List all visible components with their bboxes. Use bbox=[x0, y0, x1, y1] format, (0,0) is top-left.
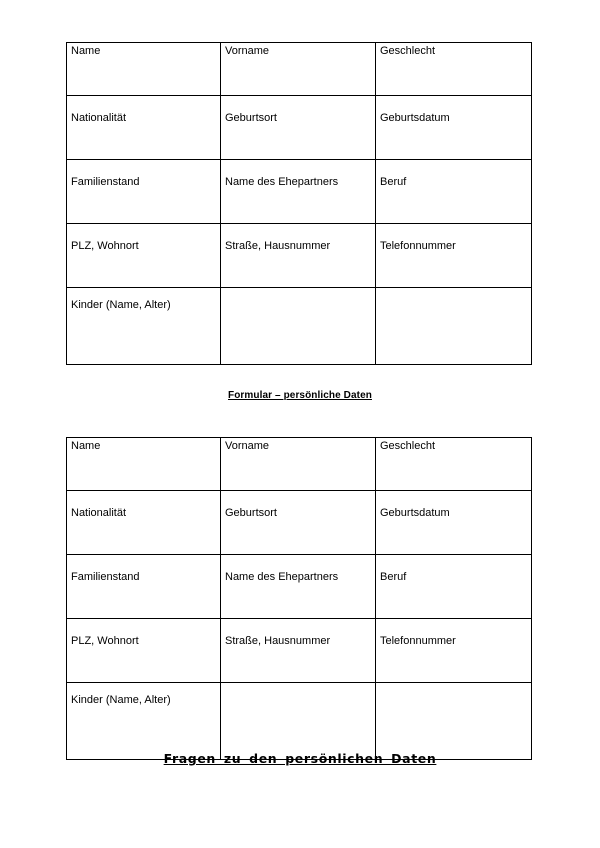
field-label bbox=[221, 288, 375, 299]
field-label: Straße, Hausnummer bbox=[225, 240, 331, 252]
form-row-children bbox=[67, 288, 532, 365]
field-label: Name des Ehepartners bbox=[225, 571, 339, 583]
form-row-address bbox=[67, 224, 532, 288]
field-label: Telefonnummer bbox=[380, 240, 456, 252]
field-label: Vorname bbox=[225, 45, 270, 57]
field-nationality[interactable] bbox=[67, 96, 221, 160]
field-birthdate[interactable] bbox=[376, 491, 532, 555]
field-empty-cell[interactable] bbox=[221, 683, 376, 760]
field-first-name[interactable] bbox=[221, 438, 376, 491]
form-row-name bbox=[67, 43, 532, 96]
form-caption: Formular – persönliche Daten bbox=[228, 390, 372, 401]
field-birthdate[interactable] bbox=[376, 96, 532, 160]
field-label: Beruf bbox=[380, 176, 407, 188]
field-label: Straße, Hausnummer bbox=[225, 635, 331, 647]
field-children[interactable] bbox=[67, 683, 221, 760]
questions-caption: Fragen zu den persönlichen Daten bbox=[163, 751, 437, 766]
field-label bbox=[221, 683, 375, 694]
personal-data-form-table bbox=[66, 42, 532, 365]
field-label: Name bbox=[71, 45, 101, 57]
field-label: Kinder (Name, Alter) bbox=[71, 299, 171, 311]
form-row-address bbox=[67, 619, 532, 683]
form-row-marital bbox=[67, 555, 532, 619]
field-phone[interactable] bbox=[376, 224, 532, 288]
field-first-name[interactable] bbox=[221, 43, 376, 96]
field-marital-status[interactable] bbox=[67, 160, 221, 224]
form-row-marital bbox=[67, 160, 532, 224]
field-name[interactable] bbox=[67, 438, 221, 491]
field-birthplace[interactable] bbox=[221, 491, 376, 555]
field-birthplace[interactable] bbox=[221, 96, 376, 160]
field-empty-cell[interactable] bbox=[221, 288, 376, 365]
field-name[interactable] bbox=[67, 43, 221, 96]
field-label: Geburtsort bbox=[225, 507, 277, 519]
field-label bbox=[376, 288, 531, 299]
field-label: Familienstand bbox=[71, 571, 140, 583]
field-profession[interactable] bbox=[376, 160, 532, 224]
field-gender[interactable] bbox=[376, 438, 532, 491]
form-row-nationality bbox=[67, 96, 532, 160]
field-marital-status[interactable] bbox=[67, 555, 221, 619]
field-empty-cell[interactable] bbox=[376, 683, 532, 760]
field-label: PLZ, Wohnort bbox=[71, 240, 139, 252]
field-children[interactable] bbox=[67, 288, 221, 365]
field-street[interactable] bbox=[221, 224, 376, 288]
field-profession[interactable] bbox=[376, 555, 532, 619]
field-gender[interactable] bbox=[376, 43, 532, 96]
field-label: Telefonnummer bbox=[380, 635, 456, 647]
form-row-children bbox=[67, 683, 532, 760]
field-street[interactable] bbox=[221, 619, 376, 683]
personal-data-form-table bbox=[66, 437, 532, 760]
field-empty-cell[interactable] bbox=[376, 288, 532, 365]
field-label: Nationalität bbox=[71, 507, 127, 519]
form-row-nationality bbox=[67, 491, 532, 555]
field-label: Familienstand bbox=[71, 176, 140, 188]
field-label: Geschlecht bbox=[380, 440, 436, 452]
field-label: Vorname bbox=[225, 440, 270, 452]
field-phone[interactable] bbox=[376, 619, 532, 683]
field-label bbox=[376, 683, 531, 694]
field-label: Beruf bbox=[380, 571, 407, 583]
field-label: Geburtsort bbox=[225, 112, 277, 124]
field-label: Nationalität bbox=[71, 112, 127, 124]
field-spouse-name[interactable] bbox=[221, 555, 376, 619]
field-label: Geburtsdatum bbox=[380, 112, 450, 124]
field-postcode-city[interactable] bbox=[67, 619, 221, 683]
field-label: Geschlecht bbox=[380, 45, 436, 57]
field-label: PLZ, Wohnort bbox=[71, 635, 139, 647]
field-postcode-city[interactable] bbox=[67, 224, 221, 288]
field-spouse-name[interactable] bbox=[221, 160, 376, 224]
field-nationality[interactable] bbox=[67, 491, 221, 555]
field-label: Name des Ehepartners bbox=[225, 176, 339, 188]
field-label: Kinder (Name, Alter) bbox=[71, 694, 171, 706]
field-label: Name bbox=[71, 440, 101, 452]
form-row-name bbox=[67, 438, 532, 491]
field-label: Geburtsdatum bbox=[380, 507, 450, 519]
